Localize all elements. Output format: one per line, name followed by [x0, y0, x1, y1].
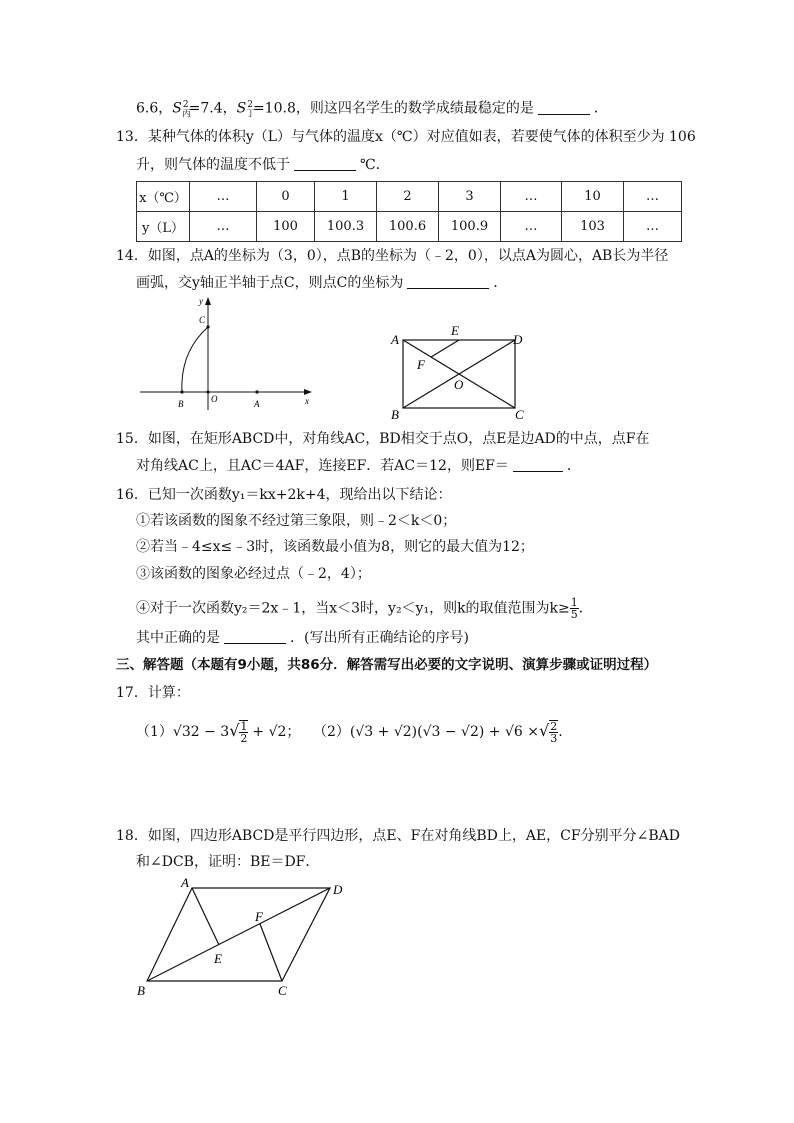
q15-answer-blank[interactable] — [513, 459, 563, 472]
q16-answer-line: 其中正确的是 ．(写出所有正确结论的序号) — [136, 630, 469, 646]
q13-answer-blank[interactable] — [294, 158, 356, 171]
q14-line-2: 画弧，交y轴正半轴于点C，则点C的坐标为 ． — [136, 275, 508, 291]
fraction-one-fifth: $\frac{1}{5}$ — [570, 596, 578, 621]
label-f: F — [255, 909, 263, 924]
q14-answer-blank[interactable] — [407, 276, 489, 289]
q17-part-2: （2）(√3 + √2)(√3 − √2) + √6 ×√ $\frac{2}{3}$ . — [313, 720, 563, 745]
q16-conclusion-1: ①若该函数的图象不经过第三象限，则﹣2＜k＜0； — [136, 513, 457, 529]
q17-title: 17．计算： — [116, 685, 190, 701]
q12-answer-blank[interactable] — [538, 102, 590, 115]
q13-line-2: 升，则气体的温度不低于 ℃． — [136, 157, 390, 173]
label-x: x — [305, 396, 309, 406]
sqrt-sign: √ — [229, 721, 240, 740]
label-f: F — [417, 357, 425, 372]
table-row: x（℃） … 0 1 2 3 … 10 … — [137, 182, 682, 212]
q15-line-1: 15．如图，在矩形ABCD中，对角线AC，BD相交于点O，点E是边AD的中点，点F在 — [116, 431, 650, 447]
q17-part-1: （1）√32 − 3√ $\frac{1}{2}$ + √2； — [136, 720, 301, 745]
q13-line-1: 13．某种气体的体积y（L）与气体的温度x（℃）对应值如表，若要使气体的体积至少为 106 — [116, 129, 696, 145]
label-o: O — [454, 377, 464, 392]
q18-parallelogram-figure — [132, 874, 352, 1002]
label-a: A — [254, 399, 260, 409]
point-a — [255, 390, 258, 393]
q18-line-1: 18．如图，四边形ABCD是平行四边形，点E、F在对角线BD上，AE，CF分别平分∠BAD — [116, 828, 680, 844]
label-c: C — [278, 983, 287, 998]
point-c — [206, 325, 209, 328]
label-d: D — [513, 332, 523, 347]
x-axis-arrow-icon — [304, 389, 312, 395]
segment-ef — [431, 340, 459, 357]
table-row: y（L） … 100 100.3 100.6 100.9 … 103 … — [137, 212, 682, 242]
segment-ae — [192, 888, 219, 945]
section-3-heading: 三、解答题（本题有9小题，共86分．解答需写出必要的文字说明、演算步骤或证明过程） — [116, 657, 658, 673]
label-c: C — [199, 315, 206, 325]
label-a: A — [391, 332, 399, 347]
q18-line-2: 和∠DCB，证明：BE＝DF． — [136, 854, 320, 870]
q14-coordinate-figure — [130, 292, 330, 412]
y-axis-arrow-icon — [205, 297, 211, 305]
label-o: O — [211, 394, 218, 404]
label-b: B — [391, 407, 399, 422]
point-o — [206, 390, 209, 393]
q15-rectangle-figure — [385, 318, 535, 423]
sqrt-sign: √ — [538, 721, 550, 740]
q16-conclusion-4: ④对于一次函数y₂＝2x﹣1，当x＜3时，y₂＜y₁，则k的取值范围为k≥ $\frac{1}{5}$ ． — [136, 596, 593, 621]
label-e: E — [451, 323, 459, 338]
q14-line-1: 14．如图，点A的坐标为（3，0），点B的坐标为（﹣2，0），以点A为圆心，AB长为半径 — [116, 248, 669, 264]
label-c: C — [515, 407, 524, 422]
label-b: B — [178, 399, 184, 409]
label-y: y — [199, 296, 203, 306]
label-b: B — [137, 983, 145, 998]
q16-line-1: 16．已知一次函数y₁＝kx+2k+4，现给出以下结论： — [116, 487, 452, 503]
q16-answer-blank[interactable] — [224, 631, 286, 644]
q12-line: 6.6，$S_丙^2=7.4$，$S_丁^2=10.8$，则这四名学生的数学成绩最稳定的是 ． — [136, 100, 608, 120]
q13-table — [136, 181, 682, 242]
arc-bc — [182, 327, 208, 392]
point-b — [180, 390, 183, 393]
q16-conclusion-3: ③该函数的图象必经过点（﹣2，4）； — [136, 566, 371, 582]
diagonal-bd — [147, 888, 330, 981]
q15-line-2: 对角线AC上，且AC＝4AF，连接EF．若AC＝12，则EF＝ ． — [136, 458, 581, 474]
segment-cf — [260, 924, 282, 981]
label-d: D — [333, 882, 343, 897]
label-a: A — [181, 875, 189, 890]
label-e: E — [214, 951, 222, 966]
q16-conclusion-2: ②若当﹣4≤x≤﹣3时，该函数最小值为8，则它的最大值为12； — [136, 539, 534, 555]
